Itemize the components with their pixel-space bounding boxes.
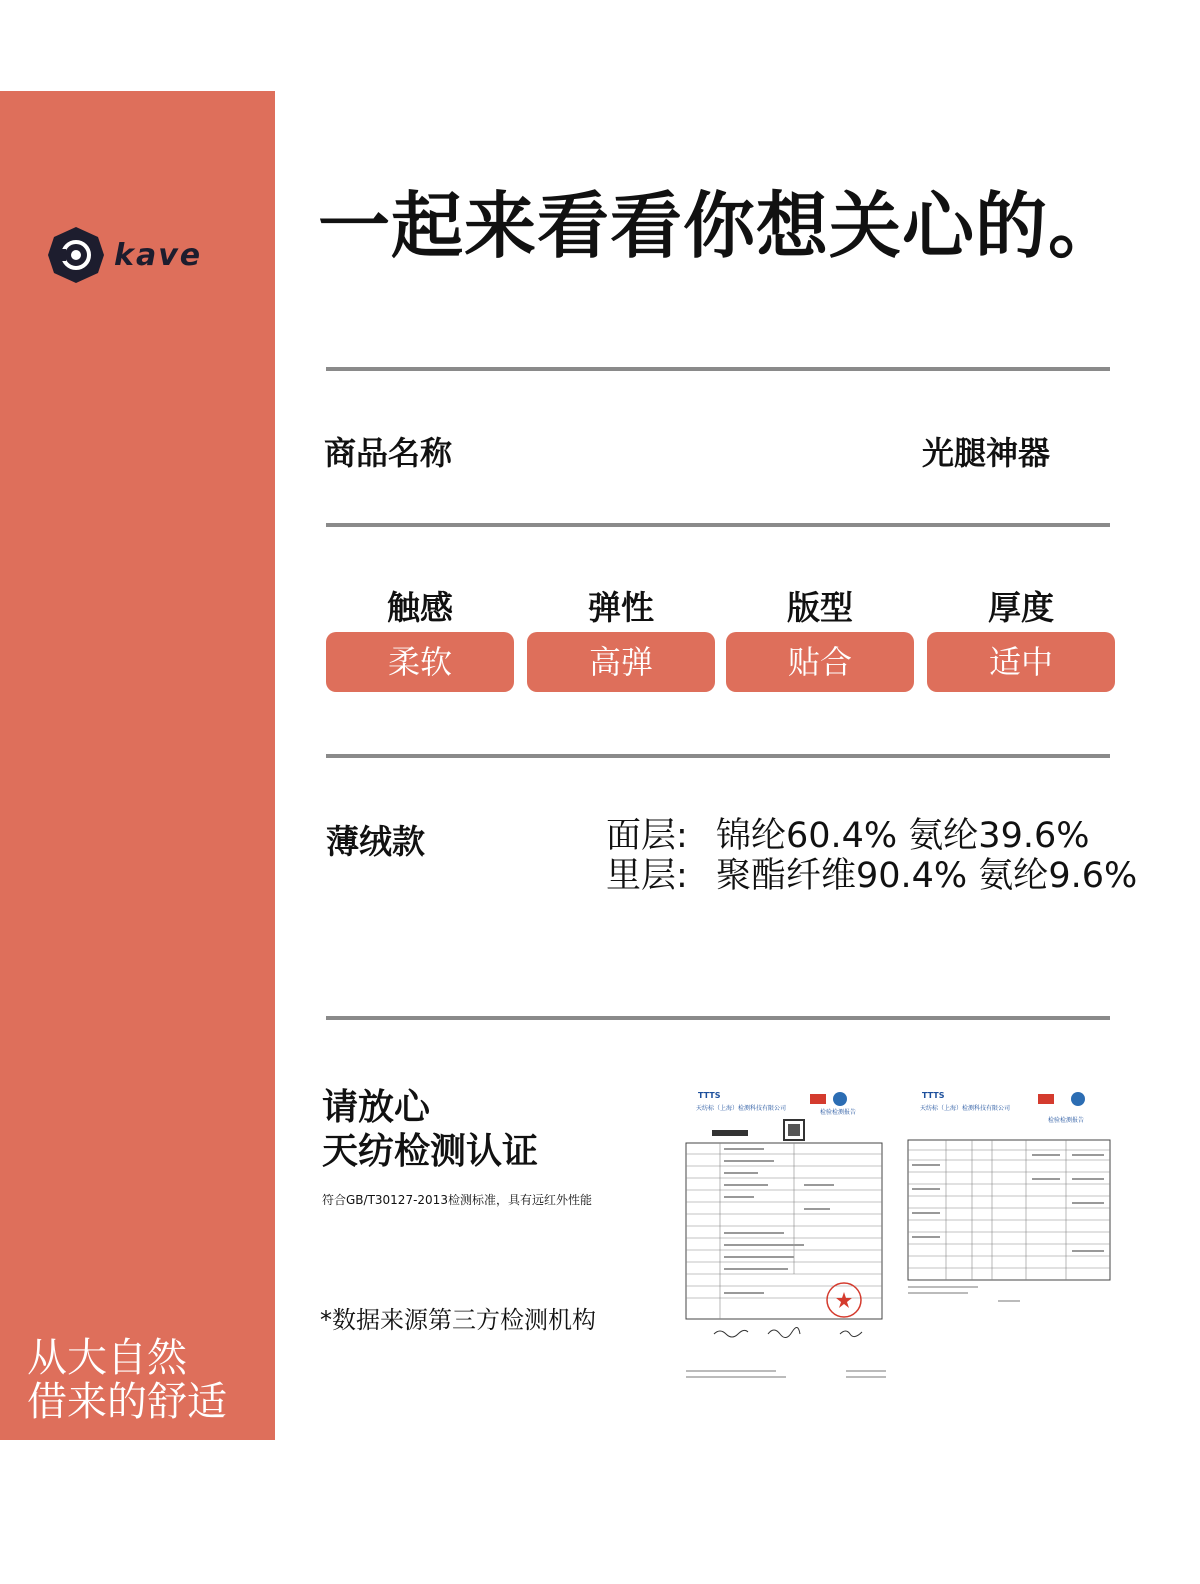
layer-value: 锦纶60.4% 氨纶39.6% — [716, 816, 1090, 856]
layer-key: 里层: — [606, 856, 688, 896]
divider-4 — [326, 1016, 1110, 1020]
composition-list — [606, 816, 1137, 896]
certification-title-line-2: 天纺检测认证 — [322, 1131, 539, 1172]
test-report-drawing-1 — [684, 1088, 888, 1388]
attribute-fit — [726, 582, 914, 692]
attribute-grid — [326, 582, 1116, 694]
report-2-company: 天纺标（上海）检测科技有限公司 — [920, 1105, 1011, 1112]
svg-text:TTTS: TTTS — [698, 1091, 721, 1100]
product-name-label: 商品名称 — [324, 434, 453, 472]
attribute-touch — [326, 582, 514, 692]
attribute-value-pill: 柔软 — [326, 632, 514, 692]
certification-standard-note: 符合GB/T30127-2013检测标准，具有远红外性能 — [322, 1193, 592, 1207]
page-headline: 一起来看看你想关心的。 — [318, 184, 1122, 268]
attribute-value-pill: 适中 — [927, 632, 1115, 692]
brand-logo — [46, 225, 202, 285]
slogan — [27, 1336, 227, 1424]
attribute-label: 弹性 — [588, 588, 654, 627]
layer-key: 面层: — [606, 816, 688, 856]
attribute-thickness — [927, 582, 1115, 692]
variant-name: 薄绒款 — [326, 822, 425, 861]
attribute-value-pill: 贴合 — [726, 632, 914, 692]
attribute-value-pill: 高弹 — [527, 632, 715, 692]
data-source-note: *数据来源第三方检测机构 — [320, 1306, 596, 1334]
attribute-elasticity — [527, 582, 715, 692]
divider-2 — [326, 523, 1110, 527]
slogan-line-2: 借来的舒适 — [27, 1379, 227, 1425]
report-2-title: 检验检测报告 — [1048, 1117, 1085, 1124]
layer-value: 聚酯纤维90.4% 氨纶9.6% — [716, 856, 1138, 896]
certification-title-line-1: 请放心 — [322, 1087, 431, 1128]
report-1-company: 天纺标（上海）检测科技有限公司 — [696, 1105, 787, 1112]
divider-3 — [326, 754, 1110, 758]
divider-1 — [326, 367, 1110, 371]
slogan-line-1: 从大自然 — [27, 1335, 187, 1381]
product-name-value: 光腿神器 — [922, 434, 1051, 472]
composition-row-inner — [606, 856, 1137, 896]
test-report-drawing-2 — [906, 1088, 1114, 1308]
attribute-label: 厚度 — [988, 588, 1054, 627]
composition-row-outer — [606, 816, 1137, 856]
test-report-image-1 — [684, 1088, 888, 1388]
test-report-image-2 — [906, 1088, 1114, 1308]
kave-logo-mark-icon — [46, 225, 106, 285]
report-1-title: 检验检测报告 — [820, 1109, 857, 1116]
attribute-label: 触感 — [387, 588, 453, 627]
brand-sidebar — [0, 91, 275, 1440]
certification-title — [322, 1086, 538, 1174]
brand-name: kave — [114, 237, 203, 273]
svg-text:TTTS: TTTS — [922, 1091, 945, 1100]
attribute-label: 版型 — [787, 588, 853, 627]
